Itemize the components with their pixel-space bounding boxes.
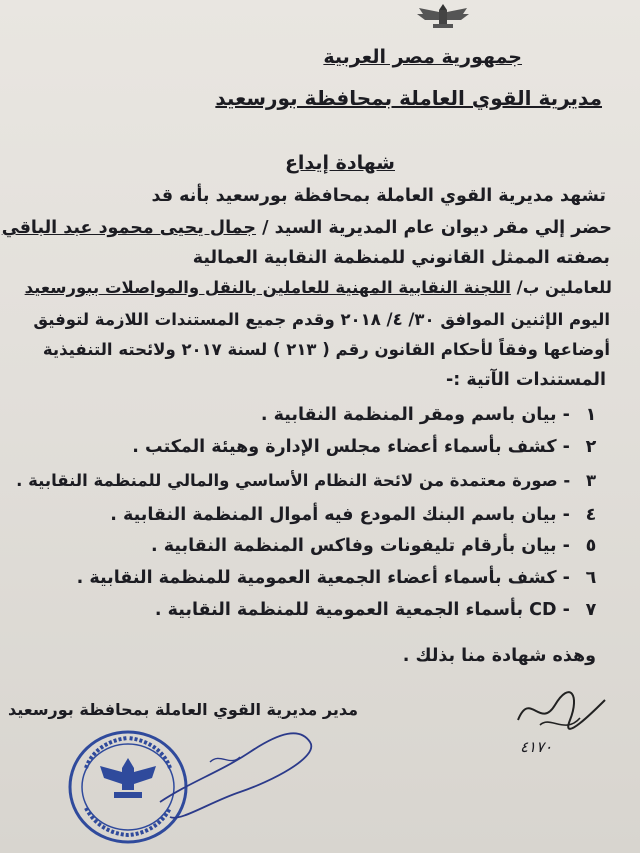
union-name: اللجنة النقابية المهنية للعاملين بالنقل والمواصلات ببورسعيد xyxy=(24,278,511,297)
body-line-6: أوضاعها وفقاً لأحكام القانون رقم ( ٢١٣ ) لسنة ٢٠١٧ ولائحته التنفيذية xyxy=(42,340,610,359)
list-item-text: بيان باسم ومقر المنظمة النقابية . xyxy=(260,405,557,425)
country-heading: جمهورية مصر العربية xyxy=(323,46,522,68)
list-item: ٦ - كشف بأسماء أعضاء الجمعية العمومية للمنظمة النقابية . xyxy=(77,568,606,588)
list-item: ٤ - بيان باسم البنك المودع فيه أموال المنظمة النقابية . xyxy=(110,505,606,525)
eagle-emblem-icon xyxy=(415,2,471,32)
signature-note: ٤١٧٠ xyxy=(520,738,553,756)
list-item: ٧ - CD بأسماء الجمعية العمومية للمنظمة النقابية . xyxy=(155,600,606,620)
list-item-text: صورة معتمدة من لائحة النظام الأساسي والمالي للمنظمة النقابية . xyxy=(16,471,558,490)
body-line-5: اليوم الإثنين الموافق ٣٠/ ٤/ ٢٠١٨ وقدم جميع المستندات اللازمة لتوفيق xyxy=(33,310,610,329)
body-line-3: بصفته الممثل القانوني للمنظمة النقابية العمالية xyxy=(192,248,610,268)
list-item-number: ٣ xyxy=(585,471,597,490)
certificate-title: شهادة إيداع xyxy=(284,152,395,174)
representative-name: جمال يحيى محمود عبد الباقي xyxy=(1,218,257,238)
stamp-signature-icon xyxy=(150,722,320,832)
directorate-heading: مديرية القوي العاملة بمحافظة بورسعيد xyxy=(215,86,602,110)
body-line-7: المستندات الآتية :- xyxy=(445,370,606,390)
list-item-text: كشف بأسماء أعضاء مجلس الإدارة وهيئة المكتب . xyxy=(132,437,557,457)
list-item-number: ٧ xyxy=(585,600,597,620)
body-line-2 xyxy=(2,218,612,238)
list-item-text: CD بأسماء الجمعية العمومية للمنظمة النقابية . xyxy=(154,600,557,620)
list-item-number: ٤ xyxy=(585,505,597,525)
list-item: ٥ - بيان بأرقام تليفونات وفاكس المنظمة النقابية . xyxy=(151,536,606,556)
list-item-number: ٦ xyxy=(585,568,597,588)
list-item-number: ١ xyxy=(585,405,597,425)
list-item: ١ - بيان باسم ومقر المنظمة النقابية . xyxy=(261,405,606,425)
list-item-number: ٥ xyxy=(585,536,597,556)
body-line-4 xyxy=(25,278,612,297)
body-line-4-text: للعاملين ب/ xyxy=(510,278,612,297)
list-item: ٣ - صورة معتمدة من لائحة النظام الأساسي والمالي للمنظمة النقابية . xyxy=(16,471,606,490)
body-line-2-text: حضر إلي مقر ديوان عام المديرية السيد / xyxy=(256,218,612,238)
signatory-title: مدير مديرية القوي العاملة بمحافظة بورسعيد xyxy=(8,700,358,719)
list-item-text: كشف بأسماء أعضاء الجمعية العمومية للمنظمة النقابية . xyxy=(76,568,557,588)
list-item-text: بيان بأرقام تليفونات وفاكس المنظمة النقابية . xyxy=(151,536,557,556)
list-item: ٢ - كشف بأسماء أعضاء مجلس الإدارة وهيئة المكتب . xyxy=(132,437,606,457)
body-line-1: تشهد مديرية القوي العاملة بمحافظة بورسعيد بأنه قد xyxy=(151,186,606,206)
closing-statement: وهذه شهادة منا بذلك . xyxy=(402,646,596,666)
list-item-number: ٢ xyxy=(585,437,597,457)
list-item-text: بيان باسم البنك المودع فيه أموال المنظمة النقابية . xyxy=(110,505,557,525)
